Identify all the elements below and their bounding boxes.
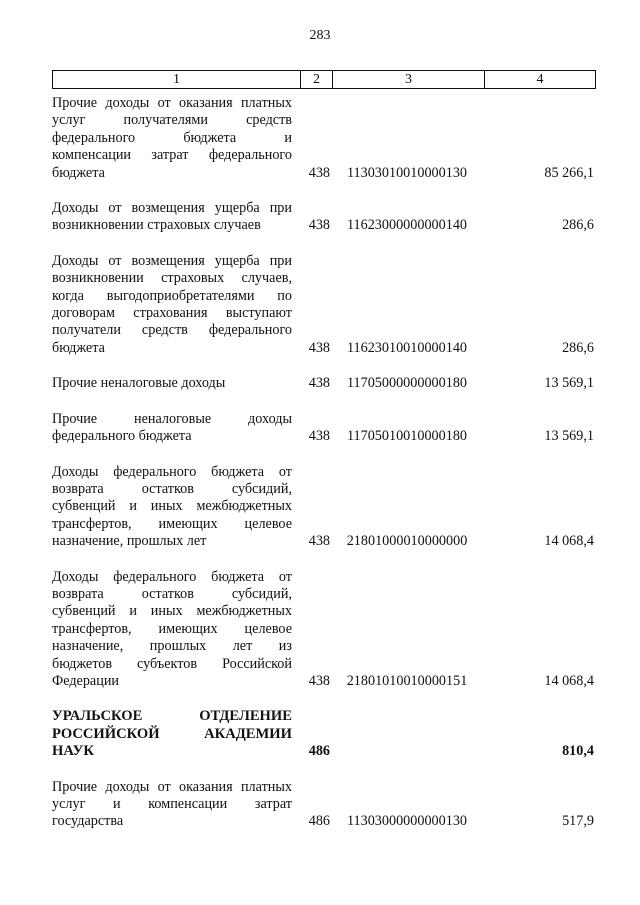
row-name-line: государства <box>52 813 124 830</box>
row-name-line: бюджетов субъектов Российской <box>52 655 292 672</box>
header-col-3: 3 <box>333 71 485 88</box>
row-name-line: когда выгодоприобретателями по <box>52 287 292 304</box>
row-group-code: 438 <box>308 375 330 392</box>
row-name-line: НАУК <box>52 743 94 760</box>
row-group-code: 438 <box>308 164 330 181</box>
row-name-line: Федерации <box>52 672 120 689</box>
row-sum: 85 266,1 <box>544 164 594 181</box>
row-sum: 14 068,4 <box>544 533 594 550</box>
row-income-code: 11623010010000140 <box>346 339 468 356</box>
row-name <box>52 569 292 691</box>
table-row <box>52 708 596 760</box>
table-header <box>52 70 596 89</box>
row-sum: 14 068,4 <box>544 672 594 689</box>
row-group-code: 486 <box>308 743 330 760</box>
row-income-code: 11303000000000130 <box>346 813 468 830</box>
row-name-line: Доходы от возмещения ущерба при <box>52 200 292 217</box>
row-name-line: назначение, прошлых лет из <box>52 638 292 655</box>
row-sum: 13 569,1 <box>544 375 594 392</box>
row-name-line: субвенций и иных межбюджетных <box>52 603 292 620</box>
header-col-4: 4 <box>536 71 544 87</box>
row-group-code: 438 <box>308 428 330 445</box>
row-name <box>52 411 292 446</box>
row-name-line: возврата остатков субсидий, <box>52 480 292 497</box>
row-name-line: возникновении страховых случаев, <box>52 270 292 287</box>
row-income-code: 21801010010000151 <box>346 672 468 689</box>
row-group-code: 486 <box>308 813 330 830</box>
row-name-line: трансфертов, имеющих целевое <box>52 515 292 532</box>
row-name <box>52 200 292 235</box>
row-name-line: РОССИЙСКОЙ АКАДЕМИИ <box>52 725 292 742</box>
row-name-line: трансфертов, имеющих целевое <box>52 620 292 637</box>
row-name-line: Доходы федерального бюджета от <box>52 568 292 585</box>
row-name-line: Прочие неналоговые доходы <box>52 410 292 427</box>
row-sum: 286,6 <box>562 217 594 234</box>
page-number: 283 <box>309 28 331 43</box>
row-name-line: федерального бюджета и <box>52 129 292 146</box>
row-name <box>52 464 292 551</box>
table-row <box>52 464 596 551</box>
row-name-line: УРАЛЬСКОЕ ОТДЕЛЕНИЕ <box>52 708 292 725</box>
row-name <box>52 253 292 357</box>
row-income-code: 11623000000000140 <box>346 217 468 234</box>
row-group-code: 438 <box>308 217 330 234</box>
row-name-line: субвенций и иных межбюджетных <box>52 498 292 515</box>
row-name-line: услуг и компенсации затрат <box>52 796 292 812</box>
table-row <box>52 200 596 235</box>
row-group-code: 438 <box>308 672 330 689</box>
table-row <box>52 569 596 691</box>
row-name <box>52 779 292 831</box>
row-name-line: Прочие неналоговые доходы <box>52 375 226 392</box>
row-name-line: назначение, прошлых лет <box>52 533 207 550</box>
row-name-line: компенсации затрат федерального <box>52 147 292 164</box>
row-name <box>52 95 292 182</box>
row-name <box>52 708 292 760</box>
row-income-code: 11303010010000130 <box>346 164 468 181</box>
row-income-code: 11705010010000180 <box>346 428 468 445</box>
table-row <box>52 253 596 357</box>
row-name-line: бюджета <box>52 339 105 356</box>
row-name <box>52 375 292 392</box>
row-sum: 810,4 <box>562 743 594 760</box>
header-col-1: 1 <box>53 71 301 88</box>
row-name-line: Доходы от возмещения ущерба при <box>52 252 292 269</box>
row-name-line: услуг получателями средств <box>52 112 292 129</box>
row-name-line: бюджета <box>52 164 105 181</box>
row-group-code: 438 <box>308 533 330 550</box>
table-row <box>52 779 596 831</box>
row-name-line: Доходы федерального бюджета от <box>52 463 292 480</box>
table-row <box>52 95 596 182</box>
row-income-code: 11705000000000180 <box>346 375 468 392</box>
row-name-line: получатели средств федерального <box>52 322 292 339</box>
row-sum: 517,9 <box>562 813 594 830</box>
row-name-line: федерального бюджета <box>52 428 192 445</box>
header-col-2: 2 <box>301 71 333 88</box>
row-name-line: возврата остатков субсидий, <box>52 585 292 602</box>
row-name-line: договорам страхования выступают <box>52 305 292 322</box>
row-income-code: 21801000010000000 <box>346 533 468 550</box>
row-name-line: Прочие доходы от оказания платных <box>52 778 292 795</box>
row-name-line: Прочие доходы от оказания платных <box>52 95 292 111</box>
table-body <box>52 95 596 849</box>
row-name-line: возникновении страховых случаев <box>52 217 261 234</box>
table-row <box>52 375 596 392</box>
row-sum: 286,6 <box>562 339 594 356</box>
row-group-code: 438 <box>308 339 330 356</box>
table-row <box>52 411 596 446</box>
row-sum: 13 569,1 <box>544 428 594 445</box>
